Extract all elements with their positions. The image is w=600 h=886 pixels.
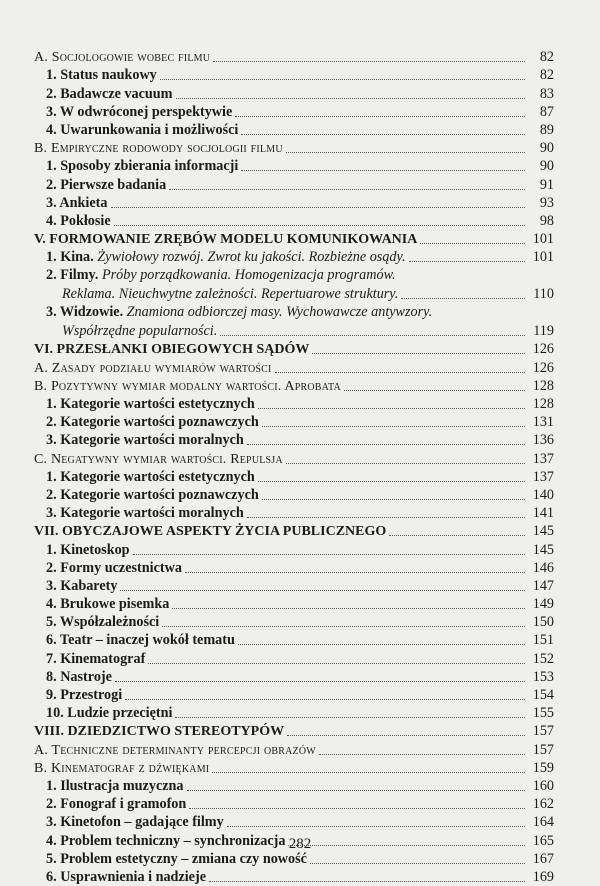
toc-entry: 2. Badawcze vacuum 83 xyxy=(46,85,554,102)
toc-section-c: C. Negatywny wymiar wartości. Repulsja 137 xyxy=(34,450,554,467)
toc-entry: 1. Kategorie wartości estetycznych 137 xyxy=(46,468,554,485)
toc-section-a: A. Techniczne determinanty percepcji obrazów 157 xyxy=(34,741,554,758)
toc-entry-widzowie: 3. Widzowie. Znamiona odbiorczej masy. Wychowawcze antywzory. Współrzędne popularności. 119 xyxy=(46,304,554,339)
toc-entry-filmy: 2. Filmy. Próby porządkowania. Homogenizacja programów. Reklama. Nieuchwytne zależności. Repertuarowe struktury. 110 xyxy=(46,267,554,302)
toc-entry: 3. Kategorie wartości moralnych 141 xyxy=(46,505,554,522)
toc-entry: 3. Kabarety 147 xyxy=(46,577,554,594)
toc-entry: 4. Problem techniczny – synchronizacja 165 xyxy=(46,832,554,849)
toc-entry: 3. Ankieta 93 xyxy=(46,194,554,211)
toc-entry: 7. Kinematograf 152 xyxy=(46,650,554,667)
toc-entry: 8. Nastroje 153 xyxy=(46,668,554,685)
table-of-contents xyxy=(34,48,554,886)
toc-entry: 4. Brukowe pisemka 149 xyxy=(46,596,554,613)
toc-entry: 3. Kategorie wartości moralnych 136 xyxy=(46,432,554,449)
toc-entry: 4. Uwarunkowania i możliwości 89 xyxy=(46,121,554,138)
toc-section-a: A. Socjologowie wobec filmu 82 xyxy=(34,49,554,66)
toc-entry: 9. Przestrogi 154 xyxy=(46,687,554,703)
toc-entry: 1. Kinetoskop 145 xyxy=(46,541,554,558)
page-number: 282 xyxy=(288,836,312,852)
toc-chapter-v: V. FORMOWANIE ZRĘBÓW MODELU KOMUNIKOWANIA 101 xyxy=(34,231,554,248)
toc-entry: 6. Usprawnienia i nadzieje 169 xyxy=(46,868,554,885)
toc-entry: 2. Kategorie wartości poznawczych 140 xyxy=(46,486,554,503)
toc-entry: 5. Problem estetyczny – zmiana czy nowość 167 xyxy=(46,850,554,867)
toc-entry: 3. W odwróconej perspektywie 87 xyxy=(46,103,554,120)
toc-entry: 6. Teatr – inaczej wokół tematu 151 xyxy=(46,632,554,649)
toc-entry: 10. Ludzie przeciętni 155 xyxy=(46,705,554,722)
toc-entry: 2. Pierwsze badania 91 xyxy=(46,176,554,193)
toc-entry: 5. Współzależności 150 xyxy=(46,614,554,631)
toc-chapter-vii: VII. OBYCZAJOWE ASPEKTY ŻYCIA PUBLICZNEGO 145 xyxy=(34,523,554,540)
toc-entry: 1. Kategorie wartości estetycznych 128 xyxy=(46,396,554,412)
toc-section-a: A. Zasady podziału wymiarów wartości 126 xyxy=(34,359,554,376)
toc-entry: 4. Pokłosie 98 xyxy=(46,212,554,229)
toc-entry: 2. Fonograf i gramofon 162 xyxy=(46,796,554,813)
toc-section-b: B. Empiryczne rodowody socjologii filmu 90 xyxy=(34,140,554,157)
toc-entry: 3. Kinetofon – gadające filmy 164 xyxy=(46,814,554,831)
toc-entry: 1. Ilustracja muzyczna 160 xyxy=(46,777,554,794)
toc-entry: 2. Formy uczestnictwa 146 xyxy=(46,559,554,576)
toc-entry: 1. Status naukowy 82 xyxy=(46,67,554,84)
toc-entry-kina: 1. Kina. Żywiołowy rozwój. Zwrot ku jakości. Rozbieżne osądy. 101 xyxy=(46,249,554,266)
toc-section-b: B. Pozytywny wymiar modalny wartości. Aprobata 128 xyxy=(34,377,554,394)
toc-entry: 1. Sposoby zbierania informacji 90 xyxy=(46,158,554,175)
toc-chapter-viii: VIII. DZIEDZICTWO STEREOTYPÓW 157 xyxy=(34,723,554,740)
toc-section-b: B. Kinematograf z dźwiękami 159 xyxy=(34,759,554,776)
toc-chapter-vi: VI. PRZESŁANKI OBIEGOWYCH SĄDÓW 126 xyxy=(34,341,554,358)
toc-entry: 2. Kategorie wartości poznawczych 131 xyxy=(46,414,554,431)
